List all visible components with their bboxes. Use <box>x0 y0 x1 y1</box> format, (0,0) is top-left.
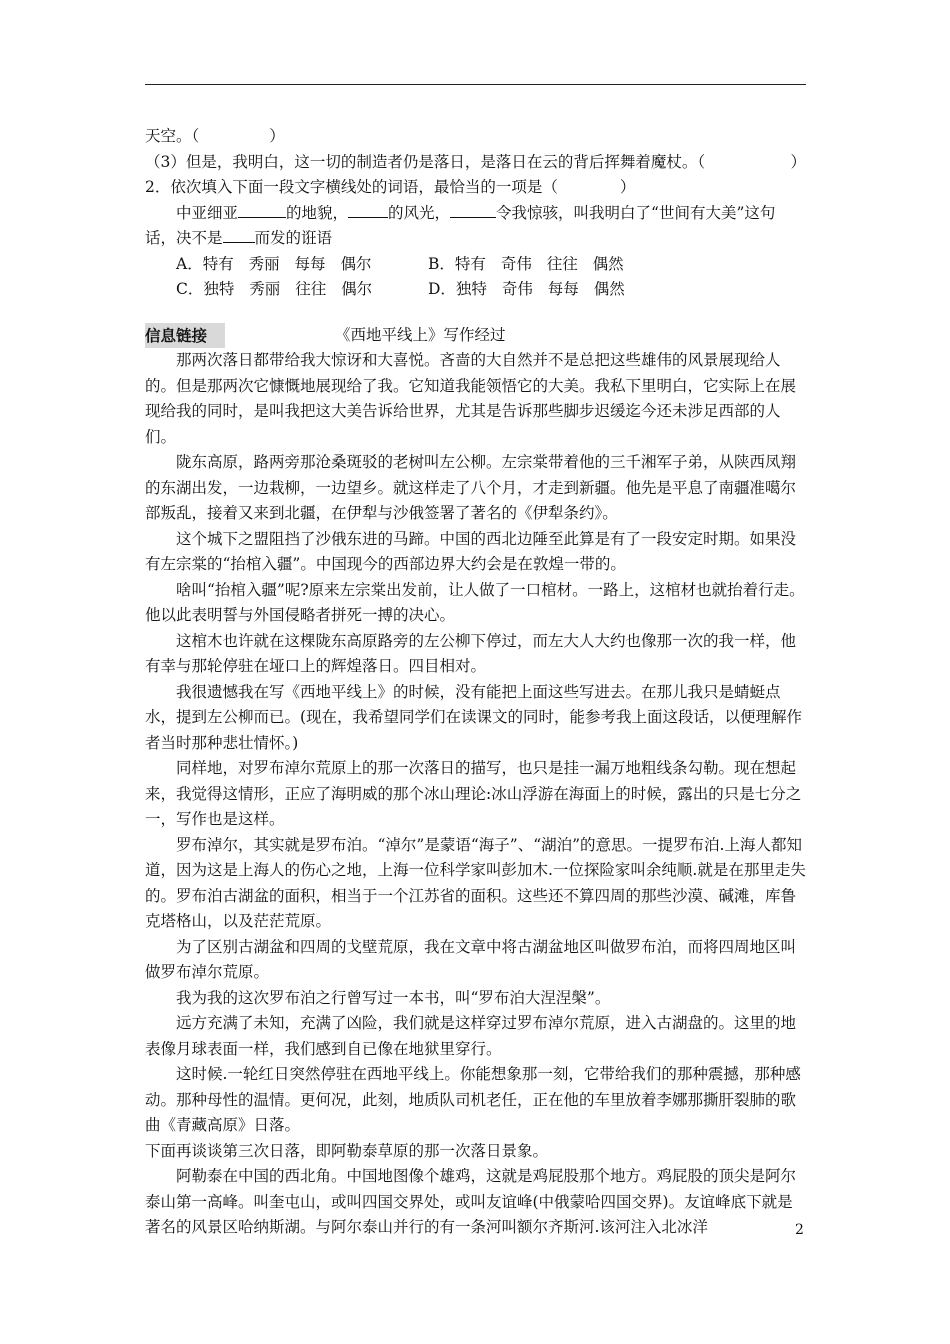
passage-part-d: 令我惊骇，叫我明白了“世间有大美”这句话，决不是 <box>145 203 776 247</box>
exercise-line-1-bracket: ） <box>269 127 285 145</box>
passage-part-a: 中亚细亚 <box>176 203 239 222</box>
info-paragraph-2: 陇东高原，路两旁那沧桑斑驳的老树叫左公柳。左宗棠带着他的三千湘军子弟，从陕西凤翔的东湖出发，一边栽柳，一边望乡。就这样走了八个月，才走到新疆。他先是平息了南疆准噶尔部叛乱，接着又来到北疆，在伊犁与沙俄签署了著名的《伊犁条约》。 <box>145 453 797 522</box>
option-c: C．独特 秀丽 往往 偶尔 <box>176 280 373 298</box>
info-link-label: 信息链接 <box>145 323 225 349</box>
option-d: D．独特 奇伟 每每 偶然 <box>428 280 625 298</box>
passage-part-e: 而发的诳语 <box>254 229 333 247</box>
answer-options <box>176 252 806 303</box>
info-section-title: 《西地平线上》写作经过 <box>335 325 506 344</box>
info-paragraph-4: 啥叫“抬棺入疆”呢?原来左宗棠出发前，让人做了一口棺材。一路上，这棺材也就抬着行走。他以此表明誓与外国侵略者拼死一搏的决心。 <box>145 580 805 624</box>
info-section-header <box>145 323 806 349</box>
info-paragraph-8: 罗布淖尔，其实就是罗布泊。“淖尔”是蒙语“海子”、“湖泊”的意思。一提罗布泊.上海人都知道，因为这是上海人的伤心之地，上海一位科学家叫彭加木.一位探险家叫余纯顺.就是在那里走失的。罗布泊古湖盆的面积，相当于一个江苏省的面积。这些还不算四周的那些沙漠、碱滩，库鲁克塔格山，以及茫茫荒原。 <box>145 835 806 930</box>
page-number: 2 <box>795 1222 804 1238</box>
question-2 <box>145 175 806 201</box>
option-a: A．特有 秀丽 每每 偶尔 <box>176 254 372 273</box>
fill-blank-4 <box>223 226 255 243</box>
exercise-line-1 <box>145 124 806 150</box>
exercise-line-2 <box>145 150 806 176</box>
fill-blank-3 <box>450 201 496 218</box>
exercise-line-2-text: （3）但是，我明白，这一切的制造者仍是落日，是落日在云的背后挥舞着魔杖。（ <box>145 152 706 171</box>
passage-part-c: 的风光， <box>388 203 451 222</box>
question-2-text: 2．依次填入下面一段文字横线处的词语，最恰当的一项是（ <box>145 178 558 196</box>
info-paragraph-14: 阿勒泰在中国的西北角。中国地图像个雄鸡，这就是鸡屁股那个地方。鸡屁股的顶尖是阿尔泰山第一高峰。叫奎屯山，或叫四国交界处，或叫友谊峰(中俄蒙哈四国交界)。友谊峰底下就是著名的风景区哈纳斯湖。与阿尔泰山并行的有一条河叫额尔齐斯河.该河注入北冰洋 <box>145 1167 797 1236</box>
exercise-line-1-text: 天空。（ <box>145 127 200 145</box>
options-row-2 <box>176 277 806 303</box>
exercise-line-2-bracket: ） <box>790 152 806 171</box>
info-paragraph-7: 同样地，对罗布淖尔荒原上的那一次落日的描写，也只是挂一漏万地粗线条勾勒。现在想起来，我觉得这情形，正应了海明威的那个冰山理论:冰山浮游在海面上的时候，露出的只是七分之一，写作也是这样。 <box>145 759 802 828</box>
fill-blank-1 <box>238 201 286 218</box>
question-2-passage <box>145 201 806 252</box>
option-b: B．特有 奇伟 往往 偶然 <box>428 254 624 273</box>
info-paragraph-1: 那两次落日都带给我大惊讶和大喜悦。吝啬的大自然并不是总把这些雄伟的风景展现给人的。但是那两次它慷慨地展现给了我。它知道我能领悟它的大美。我私下里明白，它实际上在展现给我的同时，是叫我把这大美告诉给世界，尤其是告诉那些脚步迟缓迄今还未涉足西部的人们。 <box>145 351 797 446</box>
header-rule <box>145 84 806 85</box>
fill-blank-2 <box>348 201 388 218</box>
info-paragraph-10: 我为我的这次罗布泊之行曾写过一本书，叫“罗布泊大涅涅槃”。 <box>176 988 611 1007</box>
info-paragraph-3: 这个城下之盟阻挡了沙俄东进的马蹄。中国的西北边陲至此算是有了一段安定时期。如果没有左宗棠的“抬棺入疆”。中国现今的西部边界大约会是在敦煌一带的。 <box>145 529 797 573</box>
section-spacer <box>145 303 806 323</box>
options-row-1 <box>176 252 806 278</box>
info-paragraph-13: 下面再谈谈第三次日落，即阿勒泰草原的那一次落日景象。 <box>145 1141 549 1160</box>
info-paragraph-11: 远方充满了未知，充满了凶险，我们就是这样穿过罗布淖尔荒原，进入古湖盘的。这里的地表像月球表面一样，我们感到自已像在地狱里穿行。 <box>145 1014 797 1058</box>
question-2-bracket: ） <box>619 178 636 196</box>
page-content <box>145 124 806 1241</box>
info-paragraph-5: 这棺木也许就在这棵陇东高原路旁的左公柳下停过，而左大人大约也像那一次的我一样，他有幸与那轮停驻在垭口上的辉煌落日。四目相对。 <box>145 631 797 675</box>
info-paragraph-12: 这时候.一轮红日突然停驻在西地平线上。你能想象那一刻，它带给我们的那种震撼，那种感动。那种母性的温情。更何况，此刻，地质队司机老任，正在他的车里放着李娜那撕肝裂肺的歌曲《青藏高原》日落。 <box>145 1065 801 1134</box>
info-paragraph-6: 我很遗憾我在写《西地平线上》的时候，没有能把上面这些写进去。在那儿我只是蜻蜓点水，提到左公柳而已。(现在，我希望同学们在读课文的同时，能参考我上面这段话，以便理解作者当时那种悲壮情怀。) <box>145 682 803 752</box>
info-paragraph-9: 为了区别古湖盆和四周的戈壁荒原，我在文章中将古湖盆地区叫做罗布泊，而将四周地区叫做罗布淖尔荒原。 <box>145 937 797 981</box>
passage-part-b: 的地貌， <box>286 203 349 222</box>
